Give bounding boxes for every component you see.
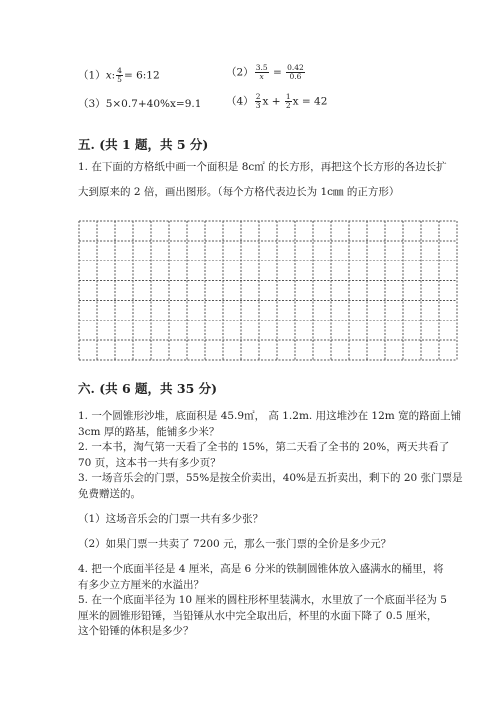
equation-4 — [226, 93, 327, 110]
equation-2-lhs-num: 3.5 — [255, 63, 268, 72]
equation-4-rest: x = 42 — [292, 95, 328, 108]
equation-4-label: （4） — [226, 95, 254, 108]
equation-2-rhs-den: 0.6 — [289, 72, 302, 81]
section-6-title: 六. (共 6 题，共 35 分) — [78, 381, 218, 396]
equation-4-mid: x + — [262, 95, 281, 108]
equation-1-label: （1） — [78, 69, 106, 82]
equation-3 — [78, 96, 201, 111]
equation-1-frac-den: 5 — [117, 75, 122, 84]
equation-1 — [78, 67, 160, 84]
q6-3-sub-1: （1）这场音乐会的门票一共有多少张？ — [78, 513, 264, 525]
equation-4-fraction-2 — [285, 93, 292, 110]
equation-1-frac-num: 4 — [117, 66, 122, 75]
equation-4-f2-num: 1 — [285, 92, 291, 101]
equation-2-lhs-den: x — [259, 72, 264, 81]
equation-3-label: （3） — [78, 98, 106, 110]
equation-2-rhs-fraction — [286, 64, 305, 81]
grid-paper-svg — [78, 220, 458, 361]
equation-4-f2-den: 2 — [285, 101, 291, 110]
q6-2-line-2: 70 页，这本书一共有多少页？ — [78, 457, 221, 469]
q6-3-sub-2: （2）如果门票一共卖了 7200 元，那么一张门票的全价是多少元？ — [78, 538, 392, 550]
q6-5-line-1: 5. 在一个底面半径为 10 厘米的圆柱形杯里装满水，水里放了一个底面半径为 5 — [78, 594, 447, 606]
q6-2-line-1: 2. 一本书，淘气第一天看了全书的 15%，第二天看了全书的 20%，两天共看了 — [78, 441, 450, 453]
equation-2-rhs-num: 0.42 — [287, 63, 304, 72]
equation-2-lhs-fraction — [255, 64, 269, 81]
equation-4-f1-den: 3 — [255, 101, 261, 110]
equation-1-rest: = 6:12 — [123, 69, 160, 82]
equation-1-colon: : — [111, 69, 116, 82]
q6-1-line-2: 3cm 厚的路基，能铺多少米？ — [78, 426, 220, 438]
equation-4-fraction-1 — [255, 93, 262, 110]
equation-4-f1-num: 2 — [255, 92, 261, 101]
grid-paper — [78, 220, 458, 365]
q6-1-line-1: 1. 一个圆锥形沙堆，底面积是 45.9㎡， 高 1.2m. 用这堆沙在 12m 宽的路面上铺 — [78, 410, 462, 422]
equation-2-label: （2） — [226, 66, 254, 79]
equation-1-var: x — [105, 69, 112, 82]
section-5-title: 五. (共 1 题，共 5 分) — [78, 137, 209, 152]
equation-2 — [226, 64, 306, 81]
q6-3-line-2: 免费赠送的。 — [78, 488, 141, 500]
q6-4-line-2: 有多少立方厘米的水溢出？ — [78, 579, 204, 591]
section-5-question-line-1: 1. 在下面的方格纸中画一个面积是 8c㎡ 的长方形，再把这个长方形的各边长扩 — [78, 161, 447, 173]
q6-4-line-1: 4. 把一个底面半径是 4 厘米，高是 6 分米的铁制圆锥体放入盛满水的桶里，将 — [78, 563, 444, 575]
q6-3-line-1: 3. 一场音乐会的门票，55%是按全价卖出，40%是五折卖出，剩下的 20 张门票是 — [78, 472, 463, 484]
q6-5-line-2: 厘米的圆锥形铅锤，当铅锤从水中完全取出后，杯里的水面下降了 0.5 厘米， — [78, 610, 438, 622]
equation-3-text: 5×0.7+40%x=9.1 — [105, 98, 202, 110]
q6-5-line-3: 这个铅锤的体积是多少？ — [78, 625, 194, 637]
section-5-question-line-2: 大到原来的 2 倍，画出图形。（每个方格代表边长为 1c㎜ 的正方形） — [78, 186, 400, 198]
equation-2-eq: = — [272, 66, 282, 79]
equation-1-fraction — [116, 67, 123, 84]
